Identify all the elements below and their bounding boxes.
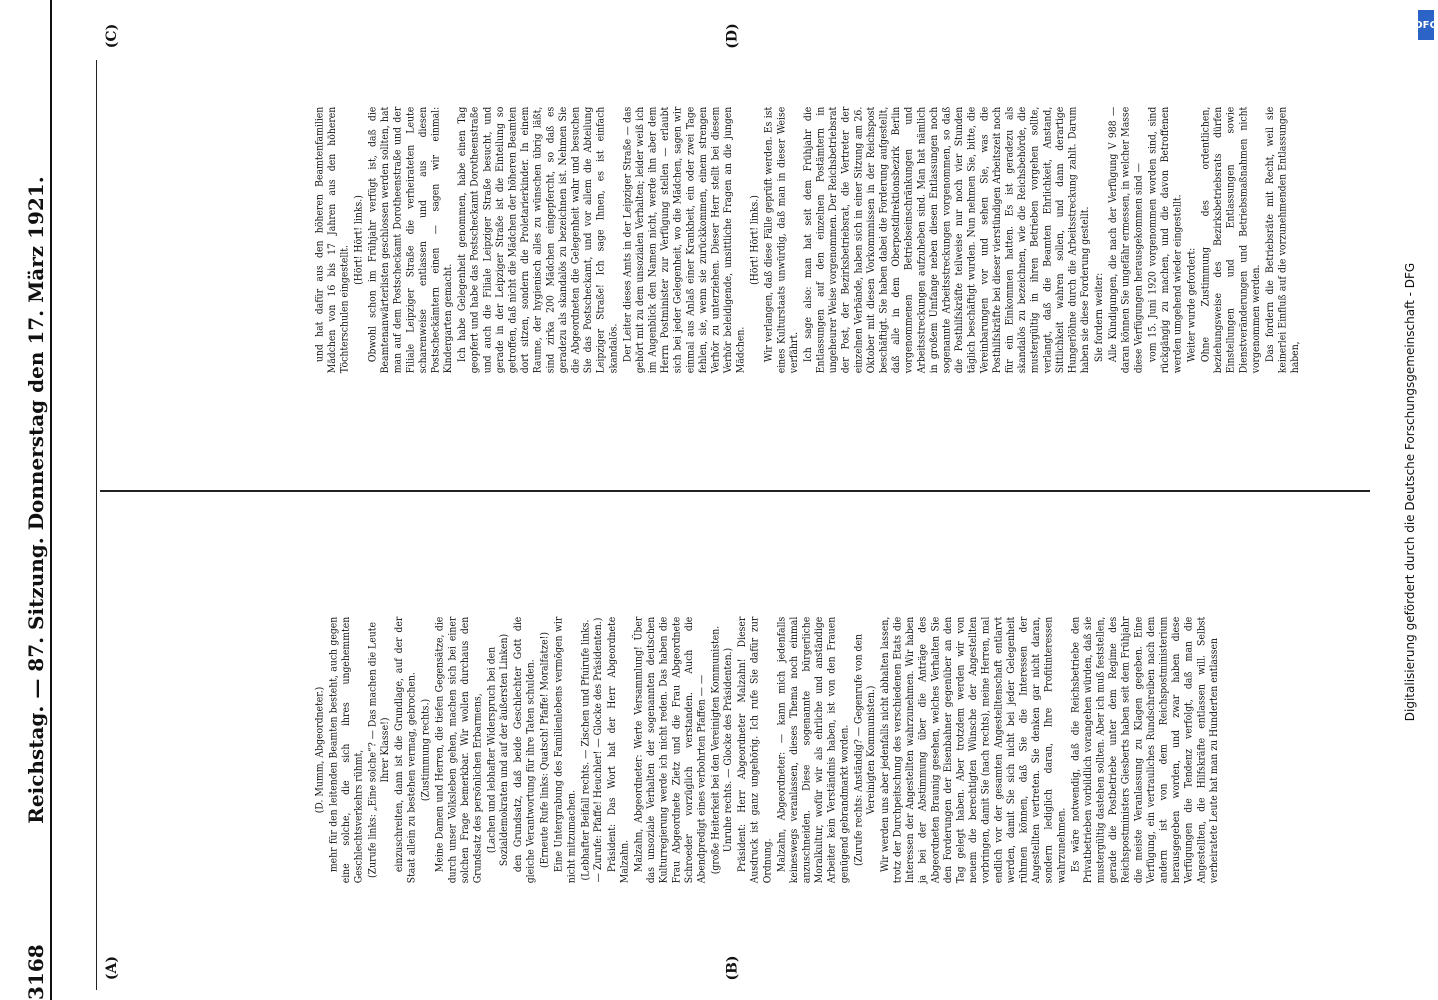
paragraph: Das fordern die Betriebsräte mit Recht, weil sie keinerlei Einfluß auf die vorzunehmenden Entlassungen haben, [1263, 106, 1301, 374]
paragraph: (Zurufe rechts: Anständig? — Gegenrufe von den Vereinigten Kommunisten.) [851, 634, 877, 866]
paragraph: Sie fordern weiter: [1092, 272, 1105, 363]
paragraph: Ich habe Gelegenheit genommen, habe einen Tag geopfert und habe das Postscheckamt Dorotheenstraße und auch die Filiale Leipziger Straße besucht, und gerade in der Leipziger Straße ist die Einteilung so getroffen, daß nicht die Mädchen der höheren Beamten dort sitzen, sondern die Proletarierkinder. In einem Raume, der hygienisch alles zu wünschen übrig läßt, sind zirka 200 Mädchen eingepfercht, so daß es geradezu als skandalös zu bezeichnen ist. Nehmen Sie die Abgeordneten die Gelegenheit wahr und besuchen Sie das Postscheckamt, und vor allem die Abteilung Leipziger Straße! Ich sage Ihnen, es ist einfach skandalös. [455, 106, 620, 374]
paragraph: und hat dafür aus den höheren Beamtenfamilien Mädchen von 16 bis 17 Jahren aus den höheren Töchterschulen eingestellt. [312, 106, 351, 374]
margin-mark-d: (D) [724, 23, 741, 49]
paragraph: Obwohl schon im Frühjahr verfügt ist, daß die Beamtenanwärterlisten geschlossen werden sollten, hat man auf dem Postscheckamt Dorotheenstraße und der Filiale Leipziger Straße die verheirateten Leute scharenweise entlassen und aus diesen Postscheckämtern einen — sagen wir einmal: Kindergarten gemacht. [365, 106, 454, 374]
paragraph: Weiter wurde gefordert: [1184, 247, 1198, 363]
paragraph: Eine Untergrabung des Familienlebens vermögen wir nicht mitzumachen. [551, 616, 578, 884]
paragraph: Malzahn, Abgeordneter: — kann mich jedenfalls keineswegs veranlassen, dieses Thema noch einmal anzuschneiden. Diese sogenannte bürgerliche Moralkultur, wofür wir als ehrliche und anständige Arbeiter kein Verständnis haben, ist von den Frauen genügend gebrandmarkt worden. [774, 616, 851, 884]
paragraph: Alle Kündigungen, die nach der Verfügung V 988 — daran können Sie ungefähr ermessen, in welcher Masse diese Verfügungen herausgekommen sind — [1106, 106, 1145, 374]
dfg-logo: DFG [1418, 10, 1434, 40]
header-divider [96, 60, 97, 990]
header-rule [50, 0, 52, 1000]
paragraph: (Hört! Hört! links.) [747, 195, 761, 285]
paragraph: Wir verlangen, daß diese Fälle geprüft werden. Es ist eines Kulturstaats unwürdig, daß man in dieser Weise verfährt. [761, 106, 800, 374]
page-number: 3168 [24, 944, 48, 1000]
paragraph: einzuschreiten, dann ist die Grundlage, auf der der Staat allein zu bestehen vermag, gebrochen. [392, 616, 418, 884]
paragraph: (Lebhafter Beifall rechts. — Zischen und Pfuirufe links. — Zurufe: Pfaffe! Heuchler! — Glocke des Präsidenten.) [578, 617, 604, 883]
paragraph: Ohne Zustimmung des ordentlichen, beziehungsweise des Bezirksbetriebsrats dürfen Einstellungen und Entlassungen sowie Dienstveränderungen und Betriebsmaßnahmen nicht vorgenommen werden. [1198, 106, 1262, 374]
digitization-note [1400, 0, 1430, 1000]
margin-mark-c: (C) [104, 23, 121, 49]
paragraph: Präsident: Herr Abgeordneter Malzahn! Dieser Ausdruck ist ganz ungehörig. Ich rufe Sie dafür zur Ordnung. [735, 616, 774, 884]
paragraph: (Hört! Hört! links.) [351, 195, 365, 285]
page-title: Reichstag. — 87. Sitzung. Donnerstag den 17. März 1921. [24, 176, 48, 824]
paragraph: Malzahn, Abgeordneter: Werte Versammlung! Über das unsoziale Verhalten der sogenannten deutschen Kulturregierung werde ich nicht reden. Das haben die Frau Abgeordnete Zietz und die Frau Abgeordnete Schroeder vorzüglich verstanden. Auch die Abendpredigt eines verbohrten Pfaffen — — [631, 616, 708, 884]
paragraph: Ich sage also: man hat seit dem Frühjahr die Entlassungen auf den einzelnen Postämtern in ungeheurer Weise vorgenommen. Der Reichsbetriebsrat der Post, der Bezirksbetriebsrat, die Vertreter der einzelnen Verbände, haben sich in einer Sitzung am 26. Oktober mit diesen Vorkommnissen in der Reichspost beschäftigt. Sie haben dabei die Forderung aufgestellt, daß alle in dem Oberpostdirektionsbezirk Berlin vorgenommenen Betriebseinschränkungen und Arbeitsstreckungen aufzuheben sind. Man hat nämlich in großem Umfange neben diesen Entlassungen noch sogenannte Arbeitsstreckungen vorgenommen, so daß die Posthilfskräfte teilweise nur noch vier Stunden täglich beschäftigt wurden. Nun nehmen Sie, bitte, die Vereinbarungen vor und sehen Sie, was die Posthilfskräfte bei dieser vierstündigen Arbeitszeit noch für ein Einkommen hatten. Es ist geradezu als skandalös zu bezeichnen, wie die Reichsbehörde, die mustergültig in ihren Betrieben vorgehen sollte, verlangt, daß die Beamten Ehrlichkeit, Anstand, Sittlichkeit wahren sollen, und dann derartige Hungerlöhne durch die Arbeitsstreckung zahlt. Darum haben sie diese Forderung gestellt. [801, 106, 1091, 374]
paragraph: (D. Mumm, Abgeordneter.) [312, 686, 326, 814]
paragraph: mehr für den leitenden Beamten besteht, auch gegen eine solche, die sich ihres ungehemmten Geschlechtsverkehrs rühmt, [326, 616, 365, 884]
paragraph: (Lachen und lebhafter Widerspruch bei den Sozialdemokraten und auf der äußersten Linken) [484, 633, 510, 867]
digitization-text: Digitalisierung gefördert durch die Deutsche Forschungsgemeinschaft - DFG [1403, 262, 1417, 722]
margin-mark-a: (A) [104, 955, 121, 981]
text-column-left [312, 616, 1220, 884]
paragraph: Präsident: Das Wort hat der Herr Abgeordnete Malzahn. [605, 616, 631, 884]
column-divider [100, 490, 1370, 492]
paragraph: vom 15. Juni 1920 vorgenommen worden sind, sind rückgängig zu machen, und die davon Betroffenen werden umgehend wieder eingestellt. [1145, 106, 1184, 374]
paragraph: (Zustimmung rechts.) [418, 698, 432, 802]
paragraph: Wir werden uns aber jedenfalls nicht abhalten lassen, trotz der Durchpeitschung des verschiedenen Etats die Interessen der Angestellten wahrzunehmen. Wir haben ja bei der Abstimmung über die Anträge des Abgeordneten Braunig gesehen, welches Verhalten Sie den Forderungen der Eisenbahner gegenüber an den Tag gelegt haben. Aber trotzdem werden wir von neuem die berechtigten Wünsche der Angestellten vorbringen, damit Sie (nach rechts), meine Herren, mal endlich vor der gesamten Angestelltenschaft entlarvt werden, damit Sie sich nicht bei jeder Gelegenheit rühmen können, daß Sie die Interessen der Angestellten vertreten. Sie denken gar nicht daran, sondern lediglich daran, Ihre Profitinteressen wahrzunehmen. [878, 616, 1068, 884]
paragraph: (Erneute Rufe links: Quatsch! Pfaffe! Moralfatze!) [537, 631, 551, 869]
margin-mark-b: (B) [724, 955, 741, 981]
paragraph: Meine Damen und Herren, die tiefen Gegensätze, die durch unser Volksleben gehen, machen sich bei einer solchen Frage bemerkbar. Wir wollen durchaus den Grundsatz des persönlichen Erbarmens, [432, 616, 484, 884]
page-header [16, 0, 56, 1000]
text-column-right [312, 106, 1301, 374]
paragraph: Es wäre notwendig, daß die Reichsbetriebe den Privatbetrieben vorbildlich vorangehen würden, daß sie mustergültig dastehen sollten. Aber ich muß feststellen, gerade die Postbetriebe unter dem Regime des Reichspostministers Giesberts haben seit dem Frühjahr die meiste Veranlassung zu Klagen gegeben. Eine Verfügung, ein vertrauliches Rundschreiben nach dem andern ist von dem Reichspostministerium herausgegeben worden, und zwar haben diese Verfügungen die Tendenz verfolgt, daß man die Angestellten, die Hilfskräfte entlassen will. Selbst verheiratete Leute hat man zu Hunderten entlassen [1068, 616, 1220, 884]
paragraph: Der Leiter dieses Amts in der Leipziger Straße — das gehört mit zu dem unsozialen Verhalten; leider weiß ich im Augenblick den Namen nicht, werde ihn aber dem Herrn Postminister zur Verfügung stellen — erlaubt sich bei jeder Gelegenheit, wo die Mädchen, sagen wir einmal aus Anlaß einer Krankheit, ein oder zwei Tage fehlen, sie, wenn sie zurückkommen, einem strengen Verhör zu unterziehen. Dieser Herr stellt bei diesem Verhör beleidigende, unsittliche Fragen an die jungen Mädchen. [620, 106, 747, 374]
paragraph: (Zurufe links: „Eine solche“? — Das machen die Leute Ihrer Klasse!) [365, 622, 391, 878]
paragraph: den Grundsatz, daß beide Geschlechter Gott die gleiche Verantwortung für ihre Taten schulden. [511, 616, 537, 884]
paragraph: (große Heiterkeit bei den Vereinigten Kommunisten. Unruhe rechts. — Glocke des Präsidenten.) [708, 625, 734, 875]
